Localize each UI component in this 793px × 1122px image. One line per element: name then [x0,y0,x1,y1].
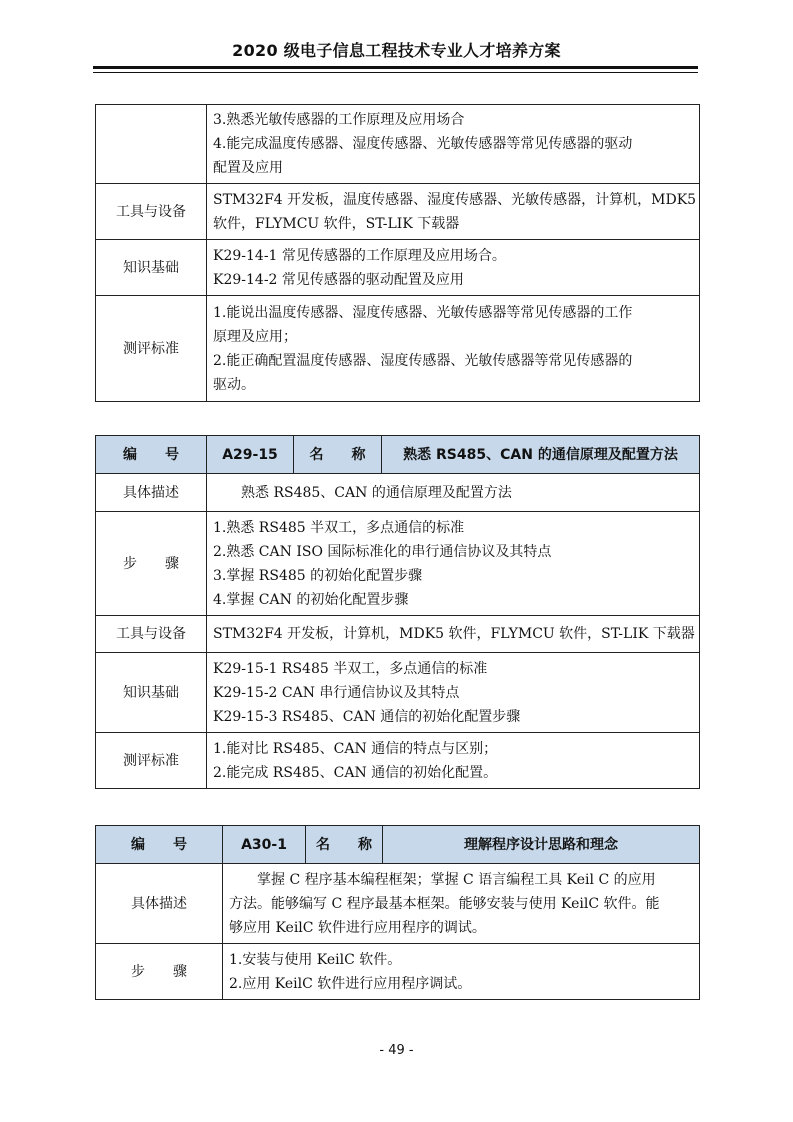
page-number: - 49 - [379,1043,414,1058]
table-row [96,105,700,184]
text-line: 3.熟悉光敏传感器的工作原理及应用场合 [213,112,465,128]
text-line: 4.能完成温度传感器、湿度传感器、光敏传感器等常见传感器的驱动 [213,136,633,152]
row-label: 具体描述 [96,864,223,944]
header-rule-thick [93,66,698,69]
table-a30-1 [95,825,700,1000]
text-line: 2.能正确配置温度传感器、湿度传感器、光敏传感器等常见传感器的 [213,352,633,369]
text-line: K29-14-1 常见传感器的工作原理及应用场合。 [213,247,506,264]
row-content [207,616,700,653]
code-value: A30-1 [223,826,306,864]
table-row [96,512,700,616]
table-row [96,653,700,733]
text-line: 1.能对比 RS485、CAN 通信的特点与区别； [213,740,498,757]
text-line: 软件，FLYMCU 软件，ST-LIK 下载器 [213,215,460,232]
page-header-title: 2020 级电子信息工程技术专业人才培养方案 [232,41,561,60]
name-label: 名 称 [294,436,382,474]
code-value: A29-15 [207,436,294,474]
row-label: 具体描述 [96,474,207,512]
text-line: 驱动。 [213,376,255,393]
row-label: 步 骤 [96,944,223,1000]
row-label: 知识基础 [96,653,207,733]
text-line: 2.应用 KeilC 软件进行应用程序调试。 [229,975,472,992]
text-line: 1.能说出温度传感器、湿度传感器、光敏传感器等常见传感器的工作 [213,304,633,321]
text-line: 够应用 KeilC 软件进行应用程序的调试。 [229,919,486,936]
table-row [96,240,700,296]
text-line: 配置及应用 [213,160,283,176]
text-line: 2.熟悉 CAN ISO 国际标准化的串行通信协议及其特点 [213,543,552,560]
table-header-row [96,826,700,864]
row-content [207,296,700,402]
code-label: 编 号 [96,826,223,864]
row-content [207,512,700,616]
table-a29-14-continued [95,104,700,402]
text-line: 4.掌握 CAN 的初始化配置步骤 [213,591,409,608]
table-row [96,296,700,402]
table-row [96,616,700,653]
text-line: 2.能完成 RS485、CAN 通信的初始化配置。 [213,764,498,781]
table-row [96,184,700,240]
table-row [96,944,700,1000]
text-line: K29-15-1 RS485 半双工，多点通信的标准 [213,660,488,677]
row-label: 工具与设备 [96,184,207,240]
name-value: 理解程序设计思路和理念 [383,826,700,864]
text-line: 掌握 C 程序基本编程框架；掌握 C 语言编程工具 Keil C 的应用 [257,871,656,888]
name-value: 熟悉 RS485、CAN 的通信原理及配置方法 [382,436,700,474]
row-label: 步 骤 [96,512,207,616]
row-content [207,105,700,184]
row-label: 工具与设备 [96,616,207,653]
text-line: STM32F4 开发板，计算机，MDK5 软件，FLYMCU 软件，ST-LIK 下载器 [213,626,695,642]
code-label: 编 号 [96,436,207,474]
text-line: 熟悉 RS485、CAN 的通信原理及配置方法 [241,484,512,501]
table-row [96,864,700,944]
row-content [207,653,700,733]
row-content [223,864,700,944]
row-content [207,240,700,296]
table-header-row [96,436,700,474]
text-line: 原理及应用； [213,328,297,345]
text-line: K29-15-2 CAN 串行通信协议及其特点 [213,684,460,701]
text-line: 1.安装与使用 KeilC 软件。 [229,951,402,968]
text-line: 方法。能够编写 C 程序最基本框架。能够安装与使用 KeilC 软件。能 [229,895,660,912]
text-line: K29-14-2 常见传感器的驱动配置及应用 [213,271,464,288]
row-label [96,105,207,184]
name-label: 名 称 [306,826,383,864]
text-line: STM32F4 开发板，温度传感器、湿度传感器、光敏传感器，计算机，MDK5 [213,191,697,208]
row-content [223,944,700,1000]
table-row [96,474,700,512]
text-line: K29-15-3 RS485、CAN 通信的初始化配置步骤 [213,708,521,725]
row-content [207,474,700,512]
text-line: 1.熟悉 RS485 半双工，多点通信的标准 [213,519,465,536]
header-rule-thin [93,72,698,73]
table-a29-15 [95,435,700,789]
table-row [96,733,700,789]
row-content [207,733,700,789]
row-label: 测评标准 [96,296,207,402]
text-line: 3.掌握 RS485 的初始化配置步骤 [213,567,423,584]
row-label: 知识基础 [96,240,207,296]
row-content [207,184,700,240]
row-label: 测评标准 [96,733,207,789]
